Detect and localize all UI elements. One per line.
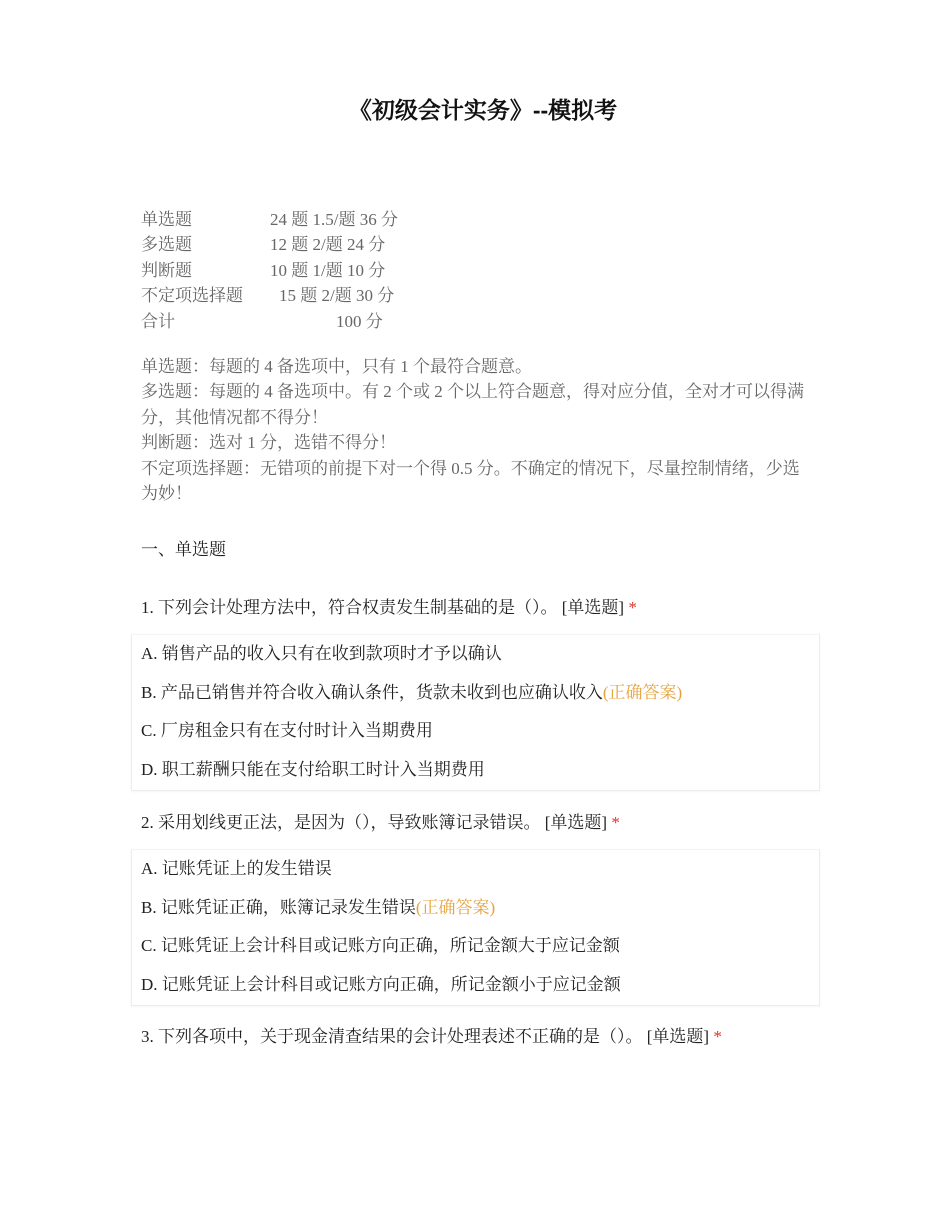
- required-mark: *: [628, 598, 637, 617]
- question-type: 单选题: [141, 210, 192, 229]
- rule-text: 多选题：每题的 4 备选项中。有 2 个或 2 个以上符合题意，得对应分值，全对才可以得满分，其他情况都不得分！: [141, 382, 804, 427]
- rule-text: 单选题：每题的 4 备选项中，只有 1 个最符合题意。: [141, 357, 532, 376]
- option-item[interactable]: [132, 966, 819, 1005]
- question-text: 3. 下列各项中，关于现金清查结果的会计处理表述不正确的是（）。 [单选题]: [141, 1027, 710, 1046]
- score-detail: 24 题 1.5/题 36 分: [270, 210, 398, 229]
- score-detail: 100 分: [336, 311, 383, 331]
- option-text: C. 厂房租金只有在支付时计入当期费用: [141, 721, 433, 741]
- correct-answer-tag: (正确答案): [415, 897, 496, 917]
- option-item[interactable]: [132, 635, 819, 674]
- option-item[interactable]: [132, 674, 819, 713]
- score-detail: 15 题 2/题 30 分: [279, 286, 395, 306]
- question-type: 合计: [141, 311, 175, 331]
- question-type: 不定项选择题: [141, 286, 243, 306]
- question-text: 1. 下列会计处理方法中，符合权责发生制基础的是（）。 [单选题]: [141, 598, 625, 617]
- question-text: 2. 采用划线更正法，是因为（），导致账簿记录错误。 [单选题]: [141, 813, 608, 832]
- required-mark: *: [713, 1027, 722, 1046]
- score-detail: 12 题 2/题 24 分: [270, 235, 386, 255]
- option-item[interactable]: [132, 712, 819, 751]
- option-text: A. 记账凭证上的发生错误: [141, 859, 332, 878]
- option-text: B. 记账凭证正确，账簿记录发生错误: [141, 897, 416, 917]
- options-box: [131, 849, 820, 1006]
- score-detail: 10 题 1/题 10 分: [270, 260, 386, 280]
- option-text: C. 记账凭证上会计科目或记账方向正确，所记金额大于应记金额: [141, 936, 620, 956]
- question-title: [141, 810, 620, 836]
- option-item[interactable]: [132, 927, 819, 966]
- question-type: 多选题: [141, 235, 192, 255]
- option-item[interactable]: [132, 850, 819, 889]
- question-title: [141, 1024, 722, 1050]
- question-title: [141, 595, 637, 621]
- option-item[interactable]: [132, 751, 819, 790]
- option-text: D. 记账凭证上会计科目或记账方向正确，所记金额小于应记金额: [141, 975, 621, 995]
- question-type: 判断题: [141, 260, 192, 280]
- section-heading: 一、单选题: [141, 540, 226, 559]
- correct-answer-tag: (正确答案): [602, 682, 683, 702]
- required-mark: *: [611, 813, 620, 832]
- document-title: 《初级会计实务》--模拟考: [348, 97, 618, 123]
- option-item[interactable]: [132, 889, 819, 928]
- option-text: D. 职工薪酬只能在支付给职工时计入当期费用: [141, 760, 485, 780]
- option-text: A. 销售产品的收入只有在收到款项时才予以确认: [141, 644, 502, 663]
- options-box: [131, 634, 820, 791]
- option-text: B. 产品已销售并符合收入确认条件，货款未收到也应确认收入: [141, 682, 603, 702]
- rule-text: 不定项选择题：无错项的前提下对一个得 0.5 分。不确定的情况下，尽量控制情绪，少选为妙！: [141, 458, 800, 504]
- exam-rules: [141, 354, 813, 506]
- rule-text: 判断题：选对 1 分，选错不得分！: [141, 433, 396, 453]
